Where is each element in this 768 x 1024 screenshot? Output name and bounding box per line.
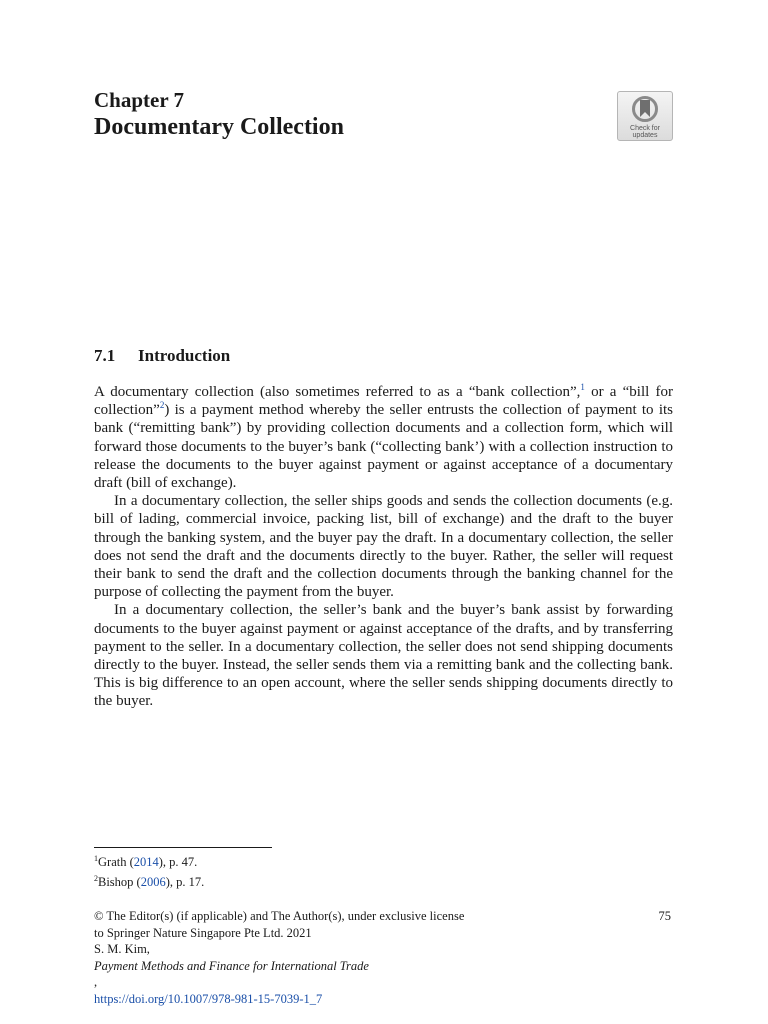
badge-line-1: Check for [630,125,660,132]
body-text [94,383,673,711]
section-title: Introduction [138,346,231,365]
footnote-1-author: Grath ( [98,855,134,869]
section-heading [94,346,230,366]
footnote-1-year-link[interactable]: 2014 [133,855,159,869]
footnote-divider [94,847,272,848]
badge-line-2: updates [632,132,658,139]
footnote-2-number: 2 [94,874,98,883]
footnote-2 [94,874,204,890]
footnote-ref-2[interactable]: 2 [159,400,165,411]
footnote-2-rest: ), p. 17. [165,875,205,889]
footnote-1 [94,854,197,870]
doi-link[interactable]: https://doi.org/10.1007/978-981-15-7039-1_7 [94,991,323,1006]
footnote-1-rest: ), p. 47. [158,855,198,869]
paragraph-3: In a documentary collection, the seller’s bank and the buyer’s bank assist by forwarding documents to the buyer against payment or against acceptance of the drafts, and by transferring payment to the seller. In a documentary collection, the seller does not send shipping documents directly to the buyer. Instead, the seller sends them via a remitting bank and the collecting bank. This is big difference to an open account, where the seller sends shipping documents directly to the buyer. [94,602,673,710]
page-number: 75 [658,909,671,923]
chapter-title: Documentary Collection [94,114,344,140]
paragraph-1-part-c: ) is a payment method whereby the seller entrusts the collection of payment to its bank (“remitting bank”) by providing collection documents and a collection form, which will forward those documents to the buyer’s bank (“collecting bank’) with a collection instruction to release the documents to the buyer against payment or against acceptance of a documentary draft (bill of exchange). [94,402,673,492]
section-number: 7.1 [94,346,116,365]
footnote-1-number: 1 [94,854,98,863]
paragraph-1 [94,383,673,492]
footnote-2-year-link[interactable]: 2006 [140,875,166,889]
copyright-block [94,908,464,1007]
chapter-label: Chapter 7 [94,88,185,112]
footnote-2-author: Bishop ( [98,875,141,889]
book-title: Payment Methods and Finance for International Trade [94,958,369,973]
citation-author: S. M. Kim, [94,942,150,956]
check-for-updates-icon [630,96,660,124]
paragraph-2: In a documentary collection, the seller ships goods and sends the collection documents (e.g. bill of lading, commercial invoice, packing list, bill of exchange) and the draft to the buyer through the banking system, and the buyer pay the draft. In a documentary collection, the seller does not send the draft and the documents directly to the buyer. Rather, the seller will request their bank to send the draft and the collection documents through the banking channel for the purpose of collecting the payment from the buyer. [94,493,673,601]
check-for-updates-badge[interactable] [617,91,673,141]
copyright-line-2: to Springer Nature Singapore Pte Ltd. 2021 [94,925,312,940]
paragraph-1-part-a: A documentary collection (also sometimes referred to as a “bank collection”, [94,384,581,400]
citation-comma: , [94,975,98,989]
citation-line [94,941,464,991]
copyright-line-1: © The Editor(s) (if applicable) and The Author(s), under exclusive license [94,909,465,923]
footnote-ref-1[interactable]: 1 [580,382,585,392]
paragraph-1-part-b: or a “bill for collection” [94,384,673,419]
